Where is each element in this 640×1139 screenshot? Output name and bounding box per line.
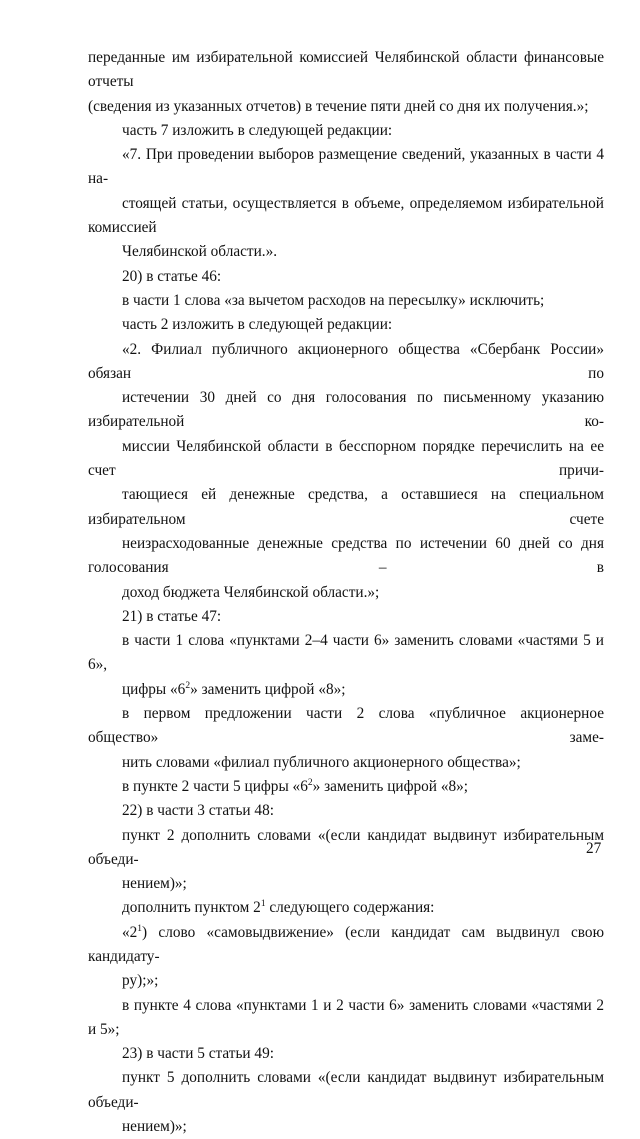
text-line: нением)»; xyxy=(122,1118,187,1136)
text-line: нить словами «филиал публичного акционерного общества»; xyxy=(122,753,521,771)
paragraph-item-23 xyxy=(88,1042,604,1066)
paragraph-point4-replace xyxy=(88,994,604,1043)
document-body xyxy=(88,46,604,1139)
superscript: 2 xyxy=(185,680,191,691)
text-fragment: следующего содержания: xyxy=(265,899,435,917)
paragraph-financial-reports xyxy=(88,46,604,119)
text-fragment: дополнить пунктом 2 xyxy=(122,899,261,917)
text-line: в части 1 слова «за вычетом расходов на пересылку» исключить; xyxy=(122,291,545,309)
paragraph-part7-text xyxy=(88,143,604,264)
text-line: пункт 2 дополнить словами «(если кандидат выдвинут избирательным объеди- xyxy=(88,826,604,868)
text-fragment: «2 xyxy=(122,923,138,941)
text-line: в части 1 слова «пунктами 2–4 части 6» заменить словами «частями 5 и 6», xyxy=(88,632,604,674)
text-fragment: цифры «6 xyxy=(122,680,186,698)
text-line: доход бюджета Челябинской области.»; xyxy=(122,583,380,601)
paragraph-item-21 xyxy=(88,605,604,629)
paragraph-point2-add xyxy=(88,824,604,897)
text-line: 20) в статье 46: xyxy=(122,267,222,285)
text-line: «2. Филиал публичного акционерного общества «Сбербанк России» обязан по xyxy=(88,340,604,382)
text-line: «7. При проведении выборов размещение сведений, указанных в части 4 на- xyxy=(88,146,604,188)
text-line: нением)»; xyxy=(122,875,187,893)
text-line: стоящей статьи, осуществляется в объеме, определяемом избирательной комиссией xyxy=(88,194,604,237)
text-line: в первом предложении части 2 слова «публичное акционерное общество» заме- xyxy=(88,705,604,747)
text-line xyxy=(88,921,604,970)
paragraph-item-22 xyxy=(88,799,604,823)
text-line: 22) в части 3 статьи 48: xyxy=(122,802,274,820)
text-line: тающиеся ей денежные средства, а оставшиеся на специальном избирательном счете xyxy=(88,486,604,528)
text-line: часть 2 изложить в следующей редакции: xyxy=(122,316,393,334)
text-line xyxy=(122,778,468,795)
text-line: миссии Челябинской области в бесспорном порядке перечислить на ее счет причи- xyxy=(88,437,604,480)
text-fragment: ) слово «самовыдвижение» (если кандидат сам выдвинул свою кандидату- xyxy=(88,923,604,965)
text-line: пункт 5 дополнить словами «(если кандидат выдвинут избирательным объеди- xyxy=(88,1069,604,1111)
superscript: 1 xyxy=(260,899,266,910)
paragraph-point21-text xyxy=(88,921,604,994)
text-line: 21) в статье 47: xyxy=(122,607,222,625)
text-line: Челябинской области.». xyxy=(122,243,278,261)
superscript: 2 xyxy=(307,777,313,788)
paragraph-add-point21 xyxy=(88,896,604,920)
paragraph-part7-edit xyxy=(88,119,604,143)
text-line: истечении 30 дней со дня голосования по письменному указанию избирательной ко- xyxy=(88,389,604,431)
text-fragment: » заменить цифрой «8»; xyxy=(312,777,469,795)
text-line: в пункте 4 слова «пунктами 1 и 2 части 6» заменить словами «частями 2 и 5»; xyxy=(88,996,604,1038)
paragraph-part1-replace xyxy=(88,629,604,702)
superscript: 1 xyxy=(137,923,143,934)
paragraph-item-20 xyxy=(88,265,604,289)
text-line: неизрасходованные денежные средства по истечении 60 дней со дня голосования – в xyxy=(88,534,604,577)
paragraph-part2-text xyxy=(88,338,604,605)
text-fragment: » заменить цифрой «8»; xyxy=(190,680,346,698)
text-line xyxy=(122,899,434,916)
paragraph-point2-part5 xyxy=(88,775,604,799)
text-line: часть 7 изложить в следующей редакции: xyxy=(122,121,393,139)
paragraph-point5-add xyxy=(88,1066,604,1139)
paragraph-part1-words xyxy=(88,289,604,313)
page-number: 27 xyxy=(586,840,602,857)
text-line xyxy=(88,678,604,702)
text-line: (сведения из указанных отчетов) в течение пяти дней со дня их получения.»; xyxy=(88,97,589,115)
paragraph-part2-replace xyxy=(88,702,604,775)
paragraph-part2-edit xyxy=(88,313,604,337)
text-line: ру);»; xyxy=(122,972,159,990)
text-line: переданные им избирательной комиссией Челябинской области финансовые отчеты xyxy=(88,49,604,91)
text-fragment: в пункте 2 части 5 цифры «6 xyxy=(122,777,308,795)
text-line: 23) в части 5 статьи 49: xyxy=(122,1045,274,1063)
